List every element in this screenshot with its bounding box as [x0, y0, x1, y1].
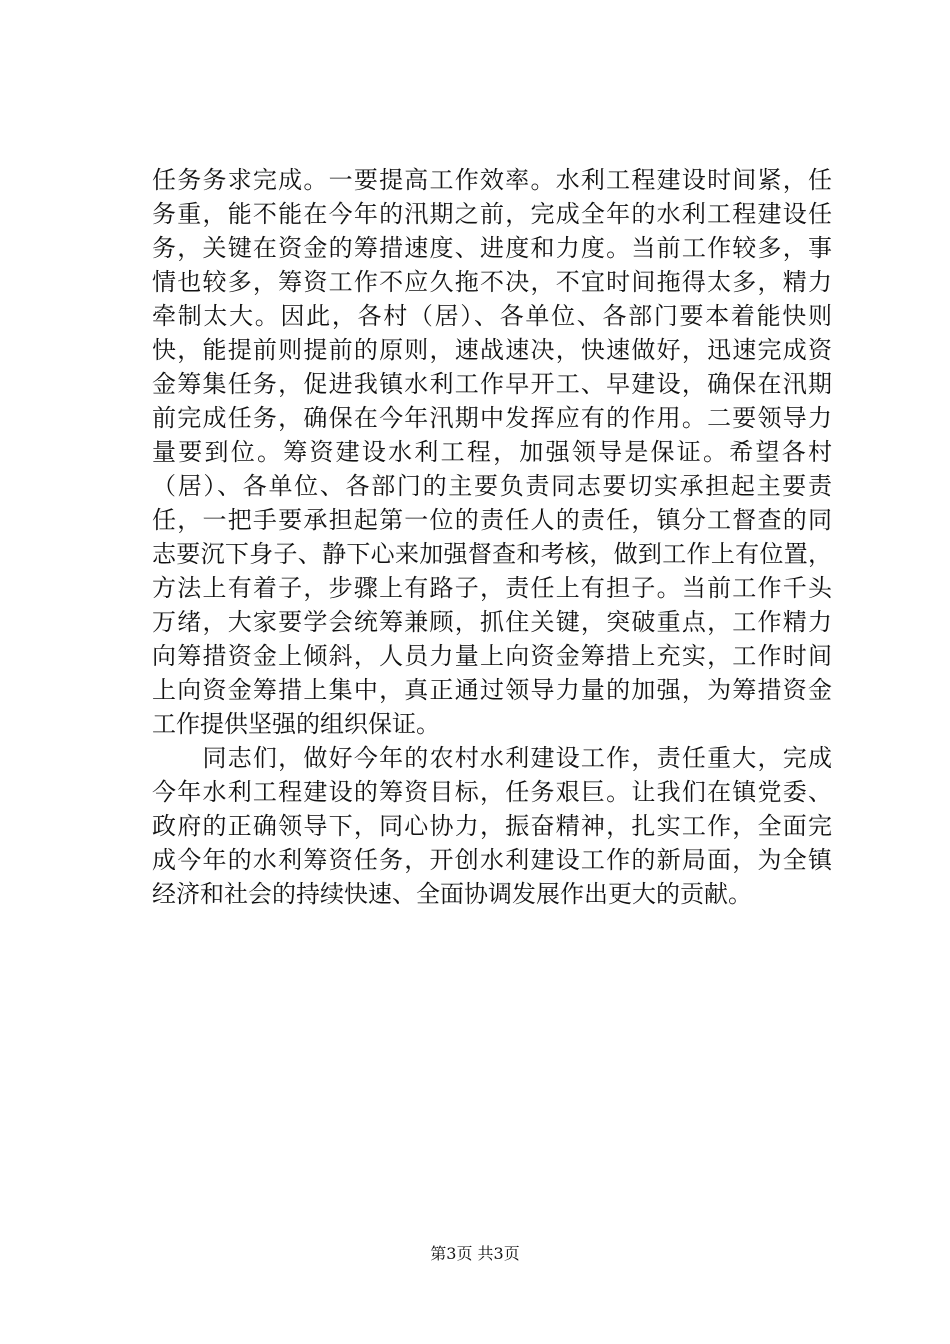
text-line: 同志们，做好今年的农村水利建设工作，责任重大，完成 — [152, 744, 832, 772]
text-line: 务，关键在资金的筹措速度、进度和力度。当前工作较多，事 — [152, 234, 832, 262]
text-line: 今年水利工程建设的筹资目标，任务艰巨。让我们在镇党委、 — [152, 778, 832, 806]
text-line: 政府的正确领导下，同心协力，振奋精神，扎实工作，全面完 — [152, 812, 832, 840]
text-line: 情也较多，筹资工作不应久拖不决，不宜时间拖得太多，精力 — [152, 268, 832, 296]
text-line: 经济和社会的持续快速、全面协调发展作出更大的贡献。 — [152, 880, 752, 908]
text-line: 工作提供坚强的组织保证。 — [152, 710, 440, 738]
text-line: 快，能提前则提前的原则，速战速决，快速做好，迅速完成资 — [152, 336, 832, 364]
paragraph-1 — [152, 163, 832, 741]
text-line: 成今年的水利筹资任务，开创水利建设工作的新局面，为全镇 — [152, 846, 832, 874]
text-line: 上向资金筹措上集中，真正通过领导力量的加强，为筹措资金 — [152, 676, 832, 704]
text-line: 前完成任务，确保在今年汛期中发挥应有的作用。二要领导力 — [152, 404, 832, 432]
text-line: 任务务求完成。一要提高工作效率。水利工程建设时间紧，任 — [152, 166, 832, 194]
text-line: 量要到位。筹资建设水利工程，加强领导是保证。希望各村 — [152, 438, 832, 466]
text-line: 牵制太大。因此，各村（居）、各单位、各部门要本着能快则 — [152, 302, 832, 330]
text-line: 向筹措资金上倾斜，人员力量上向资金筹措上充实，工作时间 — [152, 642, 832, 670]
paragraph-2 — [152, 741, 832, 911]
text-line: 方法上有着子，步骤上有路子，责任上有担子。当前工作千头 — [152, 574, 832, 602]
text-line: （居）、各单位、各部门的主要负责同志要切实承担起主要责 — [152, 472, 832, 500]
page-number-footer: 第3页 共3页 — [430, 1244, 520, 1263]
text-line: 任，一把手要承担起第一位的责任人的责任，镇分工督查的同 — [152, 506, 832, 534]
body-text — [152, 163, 832, 911]
text-line: 金筹集任务，促进我镇水利工作早开工、早建设，确保在汛期 — [152, 370, 832, 398]
text-line: 志要沉下身子、静下心来加强督查和考核，做到工作上有位置， — [152, 540, 832, 568]
text-line: 务重，能不能在今年的汛期之前，完成全年的水利工程建设任 — [152, 200, 832, 228]
text-line: 万绪，大家要学会统筹兼顾，抓住关键，突破重点，工作精力 — [152, 608, 832, 636]
